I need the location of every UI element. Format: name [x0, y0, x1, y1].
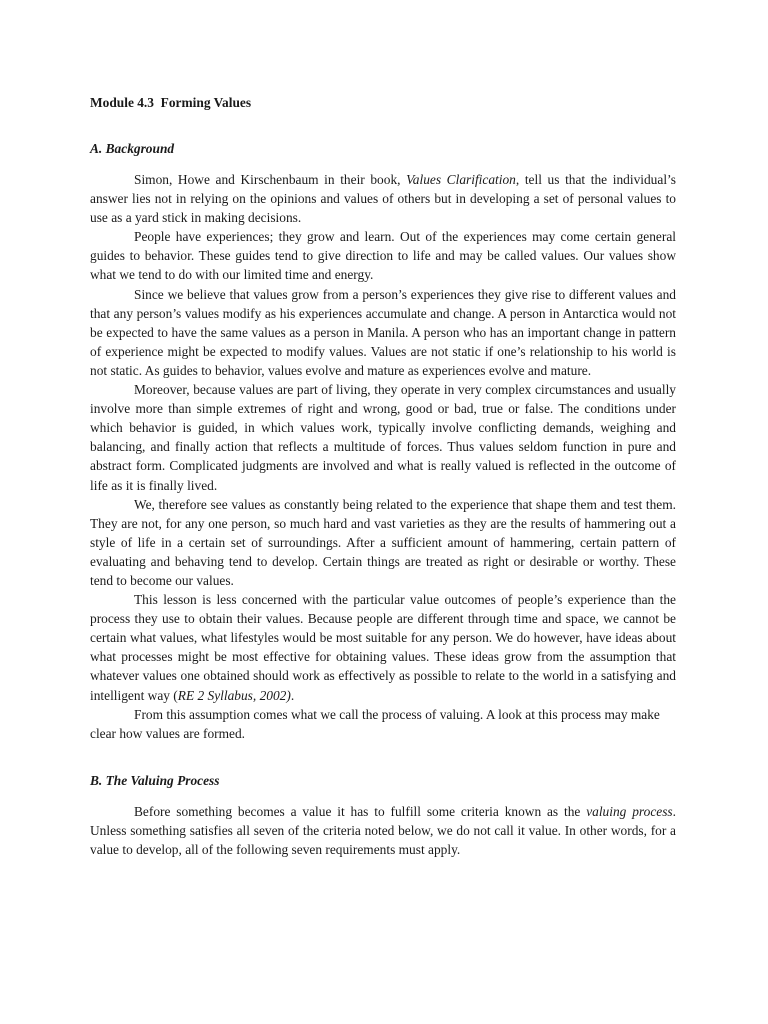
body-paragraph — [90, 285, 676, 380]
body-paragraph — [90, 227, 676, 284]
paragraph-text: Simon, Howe and Kirschenbaum in their book, — [134, 172, 407, 187]
paragraph-text: Before something becomes a value it has to fulfill some criteria known as the — [134, 803, 587, 819]
paragraph-text: Moreover, because values are part of living, they operate in very complex circumstances and usually involve more than simple extremes of right and wrong, good or bad, true or false. The conditions under which behavior is guided, in which values work, typically involve conflicting demands, weighing and balancing, and finally action that reflects a multitude of forces. Thus values seldom function in pure and abstract form. Complicated judgments are involved and what is really valued is reflected in the outcome of life as it is finally lived. — [90, 382, 676, 493]
italic-text: RE 2 Syllabus, 2002) — [177, 687, 291, 703]
paragraph-text: . Unless something satisfies all seven of the criteria noted below, we do not call it value. In other words, for a value to develop, all of the following seven requirements must apply. — [90, 803, 676, 857]
section-b-body — [90, 802, 676, 859]
body-paragraph — [90, 170, 676, 227]
paragraph-text: , tell us that the individual’s answer lies not in relying on the opinions and values of others but in developing a set of personal values to use as a yard stick in making decisions. — [90, 172, 676, 226]
italic-text: Values Clarification — [406, 172, 516, 187]
section-a-body — [90, 170, 676, 743]
paragraph-text: . — [290, 687, 295, 703]
body-paragraph — [90, 590, 676, 705]
body-paragraph — [90, 802, 676, 859]
section-b-heading: B. The Valuing Process — [90, 772, 220, 788]
body-paragraph — [90, 705, 676, 743]
paragraph-text: Since we believe that values grow from a person’s experiences they give rise to different values and that any person’s values modify as his experiences accumulate and change. A person in Antarctica would not be expected to have the same values as a person in Manila. A person who has an important change in pattern of experience might be expected to modify values. Values are not static if one’s relationship to his world is not static. As guides to behavior, values evolve and mature as experiences evolve and mature. — [90, 286, 676, 378]
module-title: Module 4.3 Forming Values — [90, 95, 252, 110]
paragraph-text: From this assumption comes what we call the process of valuing. A look at this process may make clear how values are formed. — [90, 706, 660, 741]
document-page — [90, 95, 676, 859]
body-paragraph — [90, 495, 676, 590]
paragraph-text: People have experiences; they grow and learn. Out of the experiences may come certain general guides to behavior. These guides tend to give direction to life and may be called values. Our values show what we tend to do with our limited time and energy. — [90, 229, 676, 283]
paragraph-text: We, therefore see values as constantly being related to the experience that shape them and test them. They are not, for any one person, so much hard and vast varieties as they are the results of hammering out a style of life in a certain set of surroundings. After a sufficient amount of hammering, certain pattern of evaluating and behaving tend to develop. Certain things are treated as right or desirable or worthy. These tend to become our values. — [90, 496, 676, 588]
italic-text: valuing process — [586, 803, 673, 819]
section-a-heading: A. Background — [90, 141, 175, 156]
paragraph-text: This lesson is less concerned with the particular value outcomes of people’s experience than the process they use to obtain their values. Because people are different through time and space, we cannot be certain what values, what lifestyles would be most suitable for any person. We do however, have ideas about what processes might be most effective for obtaining values. These ideas grow from the assumption that whatever values one obtained should work as effectively as possible to relate to the world in a satisfying and intelligent way ( — [90, 592, 676, 703]
body-paragraph — [90, 380, 676, 495]
